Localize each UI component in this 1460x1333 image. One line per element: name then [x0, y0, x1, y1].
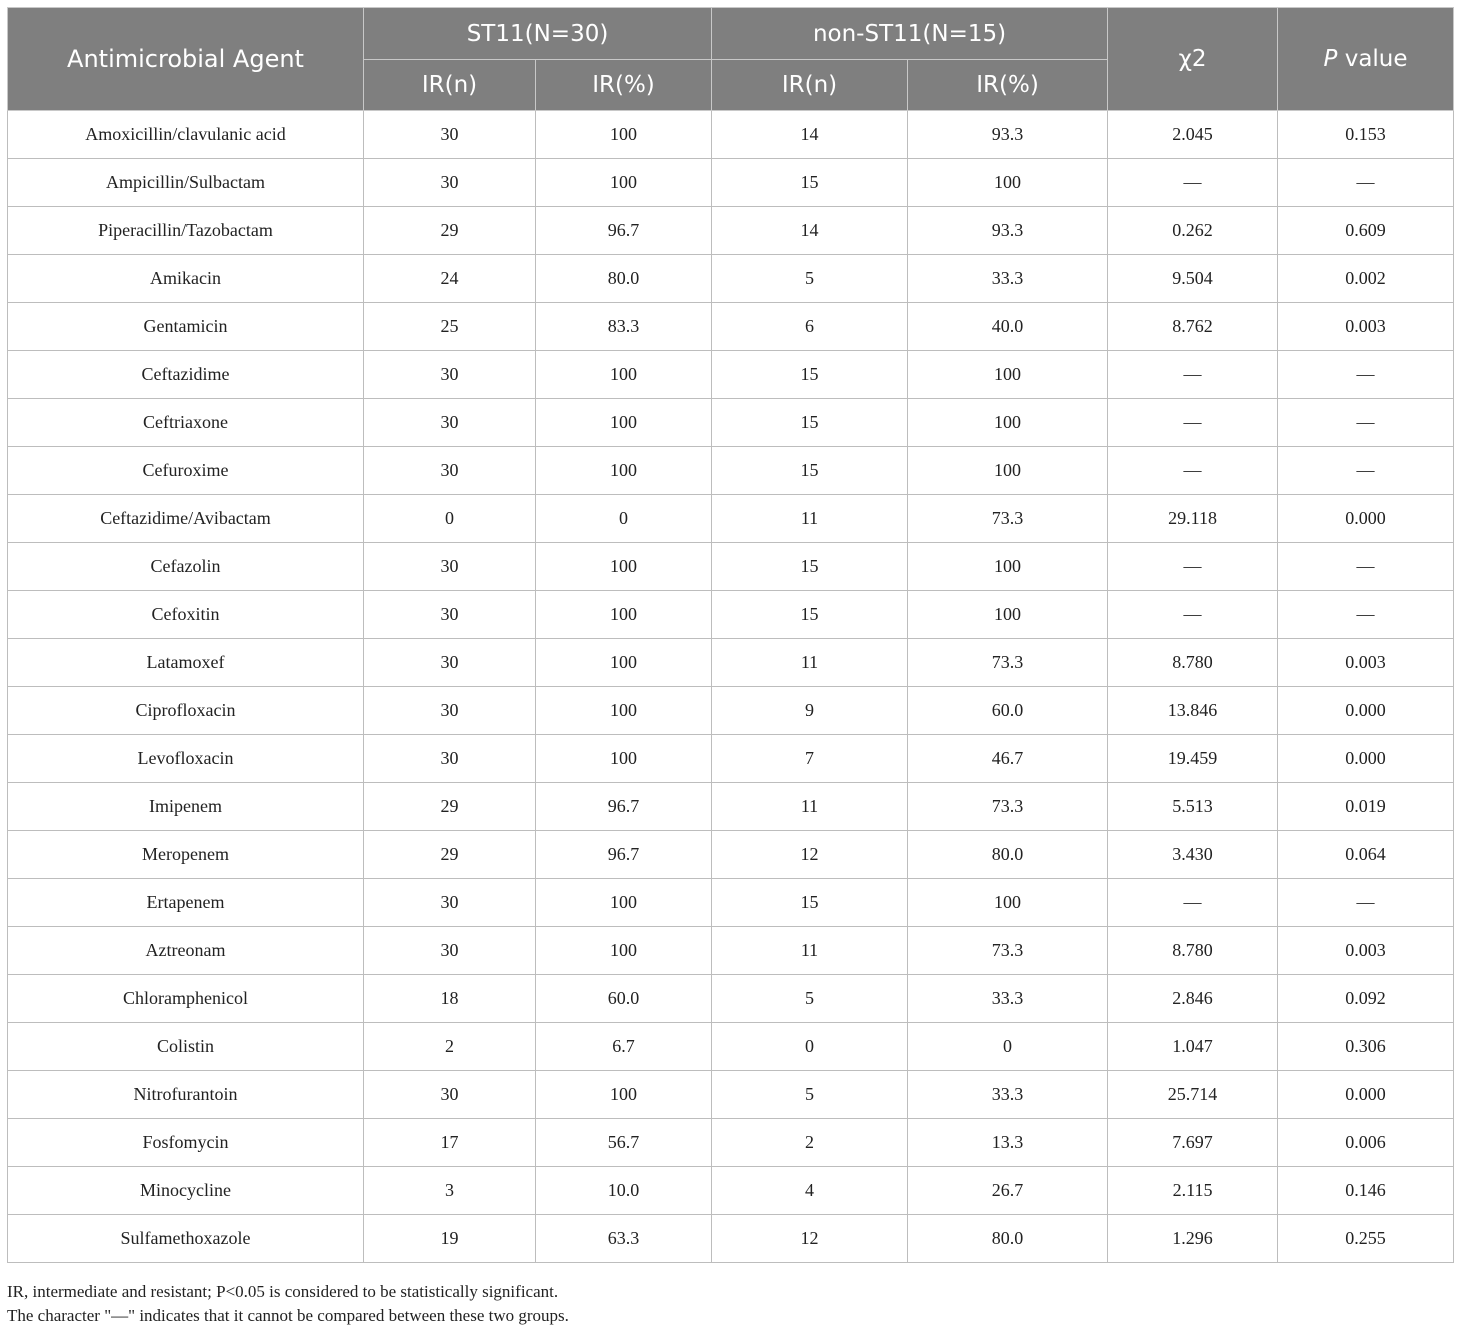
cell-agent: Cefazolin — [8, 543, 364, 591]
cell-chi-square: — — [1108, 879, 1278, 927]
cell-st11-ir-pct: 100 — [536, 447, 712, 495]
table-row — [8, 1071, 1454, 1119]
table-row — [8, 1119, 1454, 1167]
header-st11-ir-n: IR(n) — [364, 60, 536, 111]
cell-agent: Ceftazidime/Avibactam — [8, 495, 364, 543]
cell-p-value: — — [1278, 159, 1454, 207]
cell-chi-square: 29.118 — [1108, 495, 1278, 543]
table-row — [8, 159, 1454, 207]
cell-chi-square: — — [1108, 399, 1278, 447]
cell-st11-ir-pct: 100 — [536, 543, 712, 591]
table-row — [8, 207, 1454, 255]
cell-st11-ir-pct: 96.7 — [536, 207, 712, 255]
cell-chi-square: 3.430 — [1108, 831, 1278, 879]
cell-non-st11-ir-pct: 100 — [908, 591, 1108, 639]
cell-p-value: — — [1278, 351, 1454, 399]
cell-st11-ir-pct: 56.7 — [536, 1119, 712, 1167]
cell-p-value: 0.609 — [1278, 207, 1454, 255]
cell-st11-ir-n: 30 — [364, 687, 536, 735]
cell-chi-square: 7.697 — [1108, 1119, 1278, 1167]
cell-st11-ir-pct: 100 — [536, 1071, 712, 1119]
cell-non-st11-ir-n: 0 — [712, 1023, 908, 1071]
table-row — [8, 495, 1454, 543]
cell-agent: Sulfamethoxazole — [8, 1215, 364, 1263]
cell-p-value: 0.003 — [1278, 639, 1454, 687]
table-footnotes — [7, 1280, 569, 1328]
cell-non-st11-ir-pct: 100 — [908, 879, 1108, 927]
cell-p-value: 0.146 — [1278, 1167, 1454, 1215]
cell-non-st11-ir-n: 5 — [712, 1071, 908, 1119]
cell-p-value: 0.153 — [1278, 111, 1454, 159]
table-row — [8, 1215, 1454, 1263]
cell-non-st11-ir-n: 12 — [712, 831, 908, 879]
cell-agent: Meropenem — [8, 831, 364, 879]
cell-agent: Levofloxacin — [8, 735, 364, 783]
cell-st11-ir-n: 30 — [364, 927, 536, 975]
results-table — [7, 7, 1454, 1263]
cell-st11-ir-pct: 6.7 — [536, 1023, 712, 1071]
table-row — [8, 351, 1454, 399]
cell-st11-ir-n: 25 — [364, 303, 536, 351]
header-non-st11-ir-pct: IR(%) — [908, 60, 1108, 111]
cell-p-value: 0.003 — [1278, 927, 1454, 975]
cell-non-st11-ir-pct: 60.0 — [908, 687, 1108, 735]
cell-chi-square: — — [1108, 159, 1278, 207]
cell-agent: Nitrofurantoin — [8, 1071, 364, 1119]
cell-non-st11-ir-n: 15 — [712, 447, 908, 495]
cell-p-value: 0.064 — [1278, 831, 1454, 879]
header-p-letter: P — [1323, 46, 1338, 72]
cell-chi-square: 1.047 — [1108, 1023, 1278, 1071]
table-row — [8, 111, 1454, 159]
cell-non-st11-ir-n: 15 — [712, 351, 908, 399]
cell-chi-square: 0.262 — [1108, 207, 1278, 255]
cell-agent: Minocycline — [8, 1167, 364, 1215]
cell-st11-ir-pct: 0 — [536, 495, 712, 543]
cell-agent: Ciprofloxacin — [8, 687, 364, 735]
cell-chi-square: 8.780 — [1108, 927, 1278, 975]
cell-st11-ir-n: 24 — [364, 255, 536, 303]
cell-st11-ir-n: 30 — [364, 1071, 536, 1119]
cell-chi-square: 1.296 — [1108, 1215, 1278, 1263]
cell-non-st11-ir-n: 14 — [712, 207, 908, 255]
cell-st11-ir-n: 30 — [364, 639, 536, 687]
cell-p-value: — — [1278, 591, 1454, 639]
cell-agent: Latamoxef — [8, 639, 364, 687]
table-row — [8, 1167, 1454, 1215]
table-row — [8, 1023, 1454, 1071]
cell-st11-ir-n: 19 — [364, 1215, 536, 1263]
footnote-abbreviation: IR, intermediate and resistant; P<0.05 is considered to be statistically significant. — [7, 1282, 559, 1301]
cell-st11-ir-n: 30 — [364, 447, 536, 495]
cell-p-value: 0.306 — [1278, 1023, 1454, 1071]
cell-agent: Fosfomycin — [8, 1119, 364, 1167]
cell-st11-ir-pct: 100 — [536, 639, 712, 687]
cell-agent: Cefuroxime — [8, 447, 364, 495]
header-antimicrobial-agent: Antimicrobial Agent — [8, 8, 364, 111]
cell-st11-ir-n: 30 — [364, 159, 536, 207]
cell-non-st11-ir-pct: 13.3 — [908, 1119, 1108, 1167]
cell-st11-ir-pct: 10.0 — [536, 1167, 712, 1215]
cell-st11-ir-pct: 96.7 — [536, 783, 712, 831]
cell-p-value: 0.000 — [1278, 687, 1454, 735]
cell-non-st11-ir-pct: 26.7 — [908, 1167, 1108, 1215]
cell-non-st11-ir-pct: 100 — [908, 447, 1108, 495]
cell-agent: Aztreonam — [8, 927, 364, 975]
cell-st11-ir-pct: 100 — [536, 159, 712, 207]
cell-non-st11-ir-pct: 80.0 — [908, 831, 1108, 879]
cell-non-st11-ir-n: 15 — [712, 399, 908, 447]
cell-non-st11-ir-n: 6 — [712, 303, 908, 351]
cell-st11-ir-n: 3 — [364, 1167, 536, 1215]
cell-st11-ir-pct: 100 — [536, 591, 712, 639]
cell-chi-square: 8.780 — [1108, 639, 1278, 687]
cell-non-st11-ir-pct: 93.3 — [908, 111, 1108, 159]
cell-agent: Ertapenem — [8, 879, 364, 927]
cell-non-st11-ir-pct: 73.3 — [908, 783, 1108, 831]
header-row-top — [8, 8, 1454, 60]
table-row — [8, 927, 1454, 975]
cell-chi-square: 2.115 — [1108, 1167, 1278, 1215]
cell-non-st11-ir-pct: 33.3 — [908, 1071, 1108, 1119]
cell-p-value: — — [1278, 447, 1454, 495]
table-row — [8, 639, 1454, 687]
header-p-value-label: value — [1337, 46, 1408, 72]
header-st11-ir-pct: IR(%) — [536, 60, 712, 111]
table-row — [8, 975, 1454, 1023]
cell-st11-ir-n: 30 — [364, 879, 536, 927]
cell-st11-ir-n: 30 — [364, 591, 536, 639]
cell-chi-square: 25.714 — [1108, 1071, 1278, 1119]
cell-non-st11-ir-n: 11 — [712, 495, 908, 543]
cell-non-st11-ir-n: 5 — [712, 255, 908, 303]
cell-agent: Ceftriaxone — [8, 399, 364, 447]
cell-agent: Amoxicillin/clavulanic acid — [8, 111, 364, 159]
cell-p-value: — — [1278, 399, 1454, 447]
header-non-st11-group: non-ST11(N=15) — [712, 8, 1108, 60]
cell-p-value: 0.092 — [1278, 975, 1454, 1023]
cell-st11-ir-n: 17 — [364, 1119, 536, 1167]
cell-st11-ir-n: 30 — [364, 351, 536, 399]
cell-non-st11-ir-pct: 73.3 — [908, 927, 1108, 975]
cell-non-st11-ir-pct: 0 — [908, 1023, 1108, 1071]
cell-non-st11-ir-pct: 100 — [908, 543, 1108, 591]
cell-chi-square: — — [1108, 447, 1278, 495]
cell-p-value: 0.006 — [1278, 1119, 1454, 1167]
table-row — [8, 735, 1454, 783]
cell-st11-ir-n: 30 — [364, 111, 536, 159]
cell-st11-ir-pct: 96.7 — [536, 831, 712, 879]
cell-chi-square: 2.045 — [1108, 111, 1278, 159]
cell-st11-ir-n: 30 — [364, 399, 536, 447]
cell-non-st11-ir-pct: 100 — [908, 351, 1108, 399]
table-row — [8, 399, 1454, 447]
cell-non-st11-ir-pct: 40.0 — [908, 303, 1108, 351]
cell-chi-square: — — [1108, 591, 1278, 639]
cell-agent: Imipenem — [8, 783, 364, 831]
cell-non-st11-ir-n: 15 — [712, 159, 908, 207]
cell-p-value: 0.019 — [1278, 783, 1454, 831]
cell-st11-ir-n: 29 — [364, 207, 536, 255]
cell-non-st11-ir-pct: 100 — [908, 399, 1108, 447]
cell-non-st11-ir-pct: 73.3 — [908, 639, 1108, 687]
cell-chi-square: 8.762 — [1108, 303, 1278, 351]
table-body — [8, 111, 1454, 1263]
cell-st11-ir-pct: 63.3 — [536, 1215, 712, 1263]
cell-agent: Gentamicin — [8, 303, 364, 351]
cell-non-st11-ir-n: 15 — [712, 879, 908, 927]
table-row — [8, 783, 1454, 831]
cell-non-st11-ir-n: 5 — [712, 975, 908, 1023]
cell-st11-ir-pct: 100 — [536, 735, 712, 783]
cell-non-st11-ir-n: 2 — [712, 1119, 908, 1167]
cell-p-value: 0.000 — [1278, 735, 1454, 783]
footnote-dash-meaning: The character "—" indicates that it cannot be compared between these two groups. — [7, 1306, 569, 1325]
cell-p-value: 0.000 — [1278, 495, 1454, 543]
table-row — [8, 591, 1454, 639]
cell-chi-square: — — [1108, 351, 1278, 399]
cell-st11-ir-n: 29 — [364, 831, 536, 879]
cell-p-value: 0.000 — [1278, 1071, 1454, 1119]
cell-non-st11-ir-pct: 93.3 — [908, 207, 1108, 255]
cell-non-st11-ir-pct: 46.7 — [908, 735, 1108, 783]
table-row — [8, 879, 1454, 927]
cell-agent: Ceftazidime — [8, 351, 364, 399]
cell-st11-ir-pct: 100 — [536, 687, 712, 735]
cell-p-value: 0.255 — [1278, 1215, 1454, 1263]
cell-non-st11-ir-pct: 100 — [908, 159, 1108, 207]
cell-agent: Amikacin — [8, 255, 364, 303]
cell-non-st11-ir-n: 14 — [712, 111, 908, 159]
cell-non-st11-ir-n: 15 — [712, 543, 908, 591]
cell-st11-ir-n: 30 — [364, 543, 536, 591]
cell-agent: Cefoxitin — [8, 591, 364, 639]
header-st11-group: ST11(N=30) — [364, 8, 712, 60]
cell-st11-ir-pct: 60.0 — [536, 975, 712, 1023]
cell-st11-ir-n: 30 — [364, 735, 536, 783]
cell-non-st11-ir-n: 11 — [712, 783, 908, 831]
cell-non-st11-ir-pct: 33.3 — [908, 975, 1108, 1023]
cell-st11-ir-pct: 100 — [536, 879, 712, 927]
cell-chi-square: 2.846 — [1108, 975, 1278, 1023]
cell-st11-ir-n: 18 — [364, 975, 536, 1023]
cell-non-st11-ir-pct: 73.3 — [908, 495, 1108, 543]
cell-p-value: 0.002 — [1278, 255, 1454, 303]
table-row — [8, 831, 1454, 879]
cell-st11-ir-n: 2 — [364, 1023, 536, 1071]
table-row — [8, 543, 1454, 591]
cell-non-st11-ir-n: 4 — [712, 1167, 908, 1215]
table-row — [8, 447, 1454, 495]
cell-non-st11-ir-pct: 33.3 — [908, 255, 1108, 303]
header-non-st11-ir-n: IR(n) — [712, 60, 908, 111]
cell-non-st11-ir-n: 7 — [712, 735, 908, 783]
cell-st11-ir-pct: 83.3 — [536, 303, 712, 351]
cell-chi-square: 9.504 — [1108, 255, 1278, 303]
cell-chi-square: 5.513 — [1108, 783, 1278, 831]
cell-st11-ir-n: 0 — [364, 495, 536, 543]
cell-st11-ir-pct: 100 — [536, 351, 712, 399]
cell-chi-square: 13.846 — [1108, 687, 1278, 735]
table-row — [8, 687, 1454, 735]
cell-non-st11-ir-n: 9 — [712, 687, 908, 735]
cell-agent: Chloramphenicol — [8, 975, 364, 1023]
cell-chi-square: — — [1108, 543, 1278, 591]
header-chi-square: χ2 — [1108, 8, 1278, 111]
cell-p-value: — — [1278, 543, 1454, 591]
cell-st11-ir-pct: 100 — [536, 927, 712, 975]
cell-agent: Ampicillin/Sulbactam — [8, 159, 364, 207]
table-row — [8, 255, 1454, 303]
cell-non-st11-ir-n: 15 — [712, 591, 908, 639]
cell-non-st11-ir-n: 11 — [712, 927, 908, 975]
cell-non-st11-ir-pct: 80.0 — [908, 1215, 1108, 1263]
cell-chi-square: 19.459 — [1108, 735, 1278, 783]
cell-st11-ir-pct: 100 — [536, 399, 712, 447]
cell-st11-ir-pct: 100 — [536, 111, 712, 159]
table-row — [8, 303, 1454, 351]
cell-st11-ir-n: 29 — [364, 783, 536, 831]
cell-p-value: 0.003 — [1278, 303, 1454, 351]
cell-non-st11-ir-n: 11 — [712, 639, 908, 687]
cell-st11-ir-pct: 80.0 — [536, 255, 712, 303]
cell-p-value: — — [1278, 879, 1454, 927]
cell-non-st11-ir-n: 12 — [712, 1215, 908, 1263]
header-p-value — [1278, 8, 1454, 111]
cell-agent: Colistin — [8, 1023, 364, 1071]
cell-agent: Piperacillin/Tazobactam — [8, 207, 364, 255]
